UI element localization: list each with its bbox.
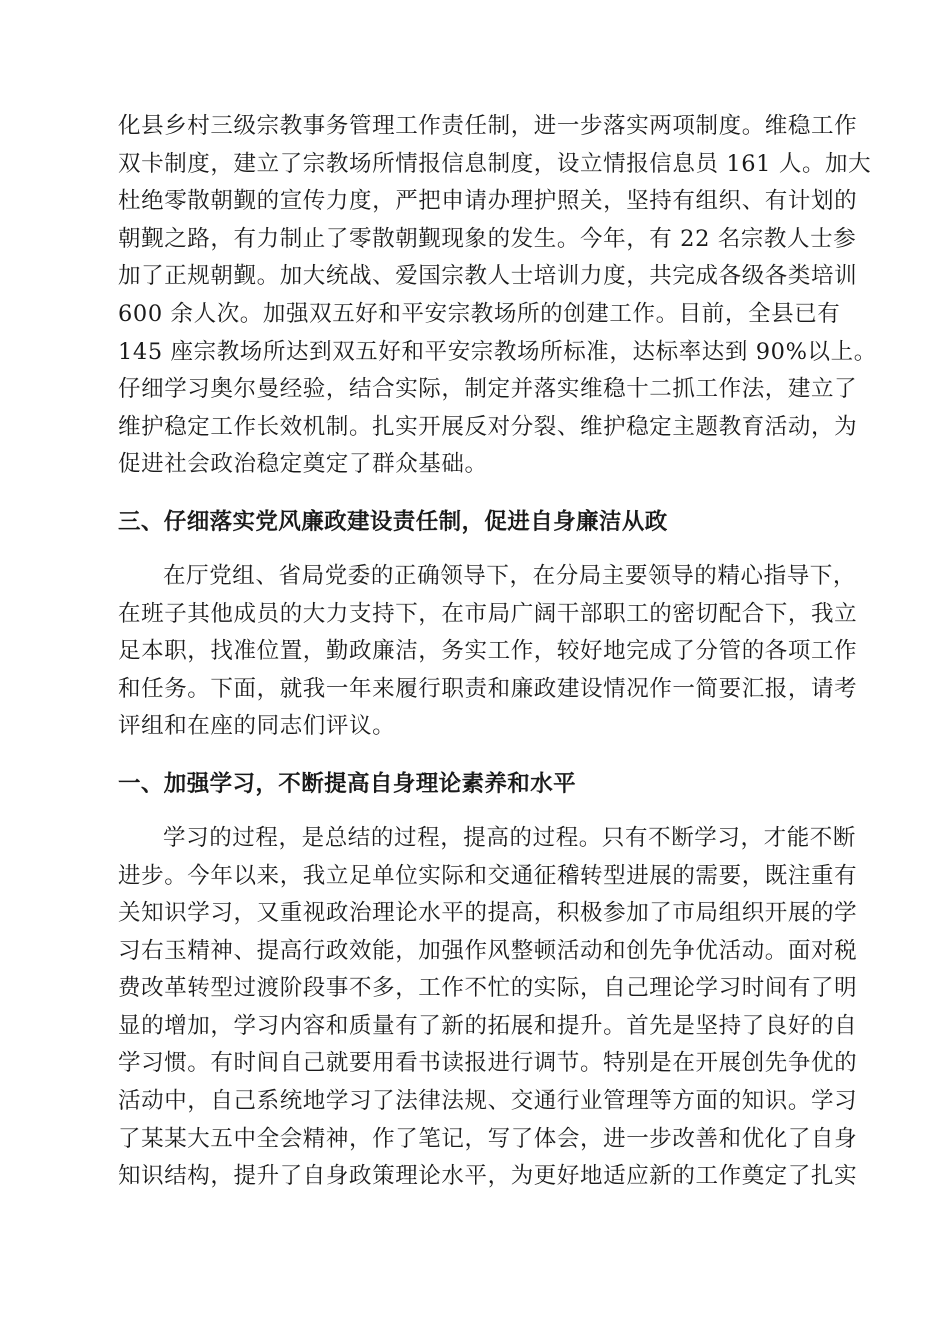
text-line: 足本职，找准位置，勤政廉洁，务实工作，较好地完成了分管的各项工作 (118, 638, 858, 665)
paragraph-study (118, 820, 858, 1196)
paragraph-report-intro (118, 558, 858, 746)
text-line: 评组和在座的同志们评议。 (118, 713, 396, 740)
text-line: 在厅党组、省局党委的正确领导下，在分局主要领导的精心指导下， (163, 562, 857, 589)
text-line: 关知识学习，又重视政治理论水平的提高，积极参加了市局组织开展的学 (118, 900, 858, 927)
spacer (118, 541, 838, 558)
text-line: 知识结构，提升了自身政策理论水平，为更好地适应新的工作奠定了扎实 (118, 1163, 858, 1190)
section-heading-study: 一、加强学习，不断提高自身理论素养和水平 (118, 770, 577, 797)
text-line: 在班子其他成员的大力支持下，在市局广阔干部职工的密切配合下，我立 (118, 600, 858, 627)
spacer (118, 484, 838, 503)
text-line: 习右玉精神、提高行政效能，加强作风整顿活动和创先争优活动。面对税 (118, 937, 858, 964)
text-line: 145 座宗教场所达到双五好和平安宗教场所标准，达标率达到 90%以上。 (118, 338, 877, 365)
text-line: 学习惯。有时间自己就要用看书读报进行调节。特别是在开展创先争优的 (118, 1050, 858, 1077)
text-line: 和任务。下面，就我一年来履行职责和廉政建设情况作一简要汇报，请考 (118, 675, 858, 702)
paragraph-religious-affairs (118, 108, 877, 484)
text-line: 双卡制度，建立了宗教场所情报信息制度，设立情报信息员 161 人。加大 (118, 150, 872, 177)
text-line: 了某某大五中全会精神，作了笔记，写了体会，进一步改善和优化了自身 (118, 1125, 858, 1152)
text-line: 仔细学习奥尔曼经验，结合实际，制定并落实维稳十二抓工作法，建立了 (118, 376, 858, 403)
text-line: 进步。今年以来，我立足单位实际和交通征稽转型进展的需要，既注重有 (118, 862, 858, 889)
spacer (118, 803, 838, 820)
text-line: 朝觐之路，有力制止了零散朝觐现象的发生。今年，有 22 名宗教人士参 (118, 225, 857, 252)
text-line: 促进社会政治稳定奠定了群众基础。 (118, 451, 488, 478)
text-line: 600 余人次。加强双五好和平安宗教场所的创建工作。目前，全县已有 (118, 300, 841, 327)
document-body (118, 108, 877, 1196)
section-heading-integrity: 三、仔细落实党风廉政建设责任制，促进自身廉洁从政 (118, 508, 668, 535)
text-line: 维护稳定工作长效机制。扎实开展反对分裂、维护稳定主题教育活动，为 (118, 413, 858, 440)
text-line: 杜绝零散朝觐的宣传力度，严把申请办理护照关，坚持有组织、有计划的 (118, 188, 858, 215)
spacer (118, 746, 838, 765)
text-line: 费改革转型过渡阶段事不多，工作不忙的实际，自己理论学习时间有了明 (118, 975, 858, 1002)
text-line: 显的增加，学习内容和质量有了新的拓展和提升。首先是坚持了良好的自 (118, 1012, 858, 1039)
text-line: 学习的过程，是总结的过程，提高的过程。只有不断学习，才能不断 (163, 824, 857, 851)
text-line: 化县乡村三级宗教事务管理工作责任制，进一步落实两项制度。维稳工作 (118, 113, 858, 139)
text-line: 加了正规朝觐。加大统战、爱国宗教人士培训力度，共完成各级各类培训 (118, 263, 858, 290)
text-line: 活动中，自己系统地学习了法律法规、交通行业管理等方面的知识。学习 (118, 1088, 858, 1115)
